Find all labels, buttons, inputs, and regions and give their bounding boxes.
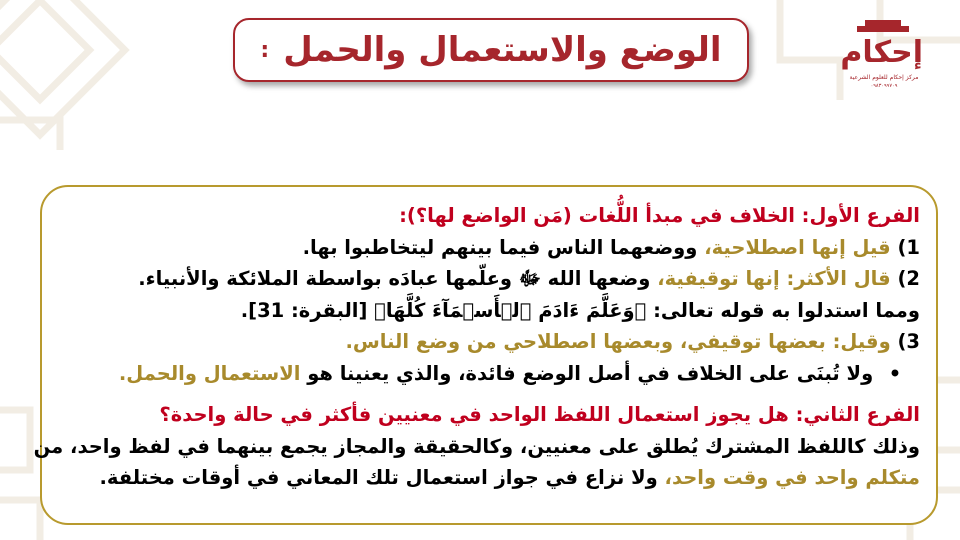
item1-number: 1) [897,235,920,259]
branch1-proof: ومما استدلوا به قوله تعالى: ﴿وَعَلَّمَ ءَادَمَ ٱلۡأَسۡمَآءَ كُلَّهَا﴾ [البقرة: 31]. [240,298,920,322]
branch1-item1 [58,232,920,264]
content-text [33,200,920,494]
title-box [233,18,749,82]
logo-name: إحكام [840,35,923,70]
branch1-heading: الفرع الأول: الخلاف في مبدأ اللُّغات (مَن الواضع لها؟): [399,204,920,227]
branch1-item3 [58,326,920,358]
bullet-text: ولا تُبنَى على الخلاف في أصل الوضع فائدة، والذي يعنينا هو [307,361,874,385]
item3-number: 3) [897,330,920,353]
item3-text: وقيل: بعضها توقيفي، وبعضها اصطلاحي من وضع الناس. [345,330,891,353]
bullet-highlight: الاستعمال والحمل. [118,361,301,385]
bullet-icon: • [888,361,902,385]
branch2-line2 [58,462,920,494]
item1-text: ووضعهما الناس فيما بينهم ليتخاطبوا بها. [302,235,698,259]
branch1-item2 [58,263,920,295]
item1-label: قيل إنها اصطلاحية، [704,235,891,259]
decorative-pattern-top-left [0,0,140,150]
branch2-heading: الفرع الثاني: هل يجوز استعمال اللفظ الواحد في معنيين فأكثر في حالة واحدة؟ [159,403,920,426]
logo-subtitle: مركز إحكام للعلوم الشرعية [849,74,919,81]
title-colon: : [260,37,270,63]
item2-label: قال الأكثر: إنها توقيفية، [657,267,891,290]
branch2-line1: وذلك كاللفظ المشترك يُطلق على معنيين، وكالحقيقة والمجاز يجمع بينهما في لفظ واحد، من [33,434,920,458]
item2-number: 2) [897,267,920,290]
branch1-bullet [58,358,920,390]
branch2-line2-text: ولا نزاع في جواز استعمال تلك المعاني في أوقات مختلفة. [99,466,658,489]
slide-title: الوضع والاستعمال والحمل [283,30,722,70]
item2-text: وضعها الله ﷻ وعلّمها عبادَه بواسطة الملائكة والأنبياء. [138,267,651,290]
logo-phone: ٠٩٨٣٠٩٩٧٠٩ [870,83,898,89]
branch2-line2-highlight: متكلم واحد في وقت واحد، [664,466,920,489]
